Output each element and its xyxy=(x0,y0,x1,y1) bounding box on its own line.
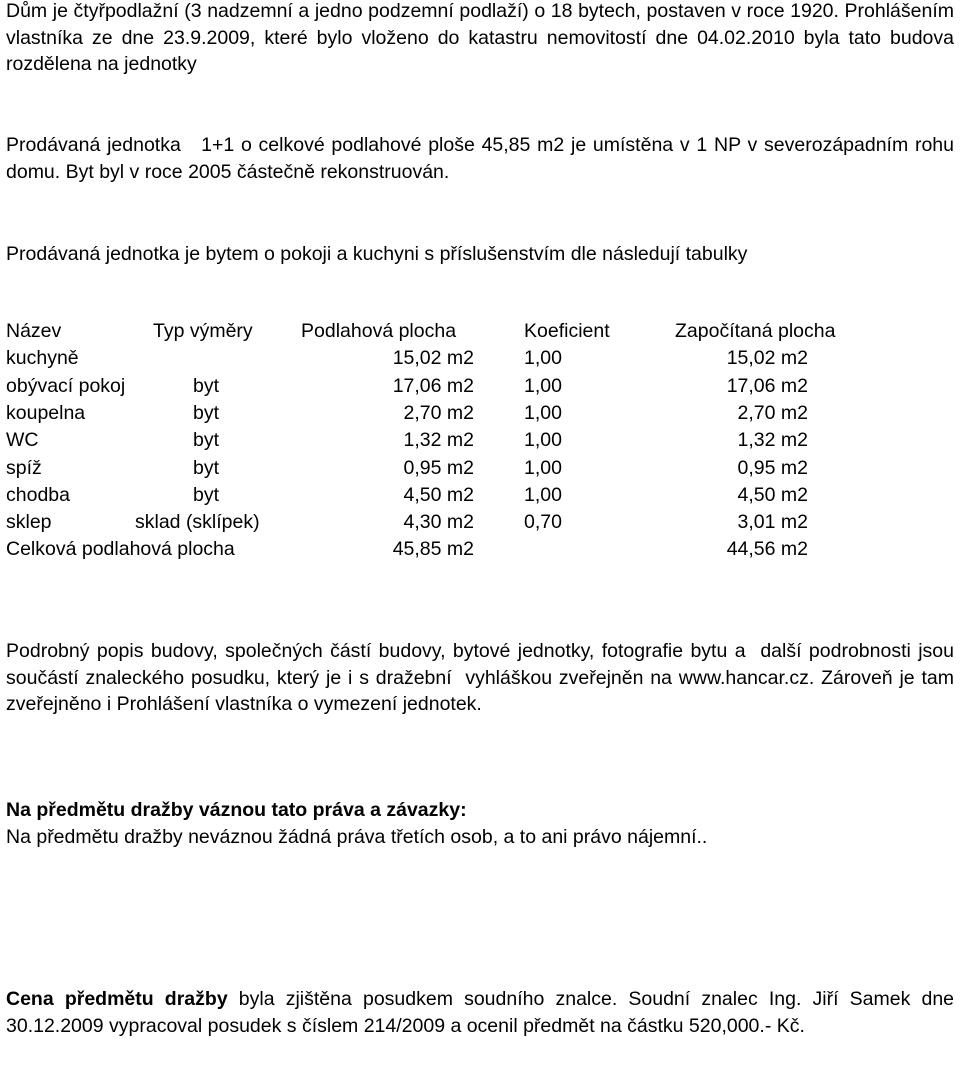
encumbrance-heading: Na předmětu dražby váznou tato práva a závazky: xyxy=(6,799,467,821)
row-type: sklad (sklípek) xyxy=(135,511,260,534)
row-area: 2,70 m2 xyxy=(403,401,474,424)
header-type: Typ výměry xyxy=(153,320,253,342)
total-name: Celková podlahová plocha xyxy=(6,538,235,561)
header-counted: Započítaná plocha xyxy=(675,320,836,342)
row-name: spíž xyxy=(6,456,42,479)
row-type: byt xyxy=(193,401,220,424)
row-coef: 1,00 xyxy=(524,401,562,424)
row-name: kuchyně xyxy=(6,347,79,370)
header-area: Podlahová plocha xyxy=(301,320,457,342)
encumbrance-section xyxy=(6,797,954,850)
row-name: sklep xyxy=(6,511,52,534)
row-area: 0,95 m2 xyxy=(403,456,474,479)
row-coef: 1,00 xyxy=(524,374,562,397)
row-counted: 3,01 m2 xyxy=(737,511,808,534)
unit-description: Prodávaná jednotka 1+1 o celkové podlahové ploše 45,85 m2 je umístěna v 1 NP v severozápadním rohu domu. Byt byl v roce 2005 částečně rekonstruován. xyxy=(6,134,960,183)
row-coef: 1,00 xyxy=(524,483,562,506)
table-intro: Prodávaná jednotka je bytem o pokoji a kuchyni s příslušenstvím dle následují tabulky xyxy=(6,243,748,265)
row-name: obývací pokoj xyxy=(6,374,126,397)
price-label: Cena předmětu dražby xyxy=(6,988,228,1010)
row-name: chodba xyxy=(6,483,70,506)
row-area: 4,30 m2 xyxy=(403,511,474,534)
row-area: 4,50 m2 xyxy=(403,483,474,506)
total-counted: 44,56 m2 xyxy=(726,538,808,561)
header-coef: Koeficient xyxy=(524,320,610,342)
row-counted: 2,70 m2 xyxy=(737,401,808,424)
row-area: 17,06 m2 xyxy=(392,374,474,397)
total-area: 45,85 m2 xyxy=(392,538,474,561)
row-type: byt xyxy=(193,483,220,506)
row-area: 15,02 m2 xyxy=(392,347,474,370)
row-type: byt xyxy=(193,429,220,452)
floor-area-table xyxy=(6,318,960,561)
price-text: byla zjištěna posudkem soudního znalce. Soudní znalec Ing. Jiří Samek dne 30.12.2009 vypracoval posudek s číslem 214/2009 a ocenil předmět na částku 520,000.- Kč. xyxy=(6,988,955,1037)
row-coef: 1,00 xyxy=(524,347,562,370)
header-name: Název xyxy=(6,320,62,342)
details-paragraph: Podrobný popis budovy, společných částí budovy, bytové jednotky, fotografie bytu a další podrobnosti jsou součástí znaleckého posudku, který je i s dražební vyhláškou zveřejněn na www.hancar.cz. Zároveň je tam zveřejněno i Prohlášení vlastníka o vymezení jednotek. xyxy=(6,640,960,715)
row-coef: 1,00 xyxy=(524,456,562,479)
row-type: byt xyxy=(193,456,220,479)
row-counted: 1,32 m2 xyxy=(737,429,808,452)
row-name: koupelna xyxy=(6,401,86,424)
row-counted: 17,06 m2 xyxy=(726,374,808,397)
row-counted: 4,50 m2 xyxy=(737,483,808,506)
row-name: WC xyxy=(6,429,39,452)
row-counted: 15,02 m2 xyxy=(726,347,808,370)
row-type: byt xyxy=(193,374,220,397)
encumbrance-text: Na předmětu dražby neváznou žádná práva třetích osob, a to ani právo nájemní.. xyxy=(6,825,708,848)
row-coef: 1,00 xyxy=(524,429,562,452)
price-paragraph xyxy=(6,986,954,1039)
row-counted: 0,95 m2 xyxy=(737,456,808,479)
row-coef: 0,70 xyxy=(524,511,562,534)
row-area: 1,32 m2 xyxy=(403,429,474,452)
intro-paragraph: Dům je čtyřpodlažní (3 nadzemní a jedno podzemní podlaží) o 18 bytech, postaven v roce 1920. Prohlášením vlastníka ze dne 23.9.2009, které bylo vloženo do katastru nemovitostí dne 04.02.2010 byla tato budova rozdělena na jednotky xyxy=(6,0,954,75)
